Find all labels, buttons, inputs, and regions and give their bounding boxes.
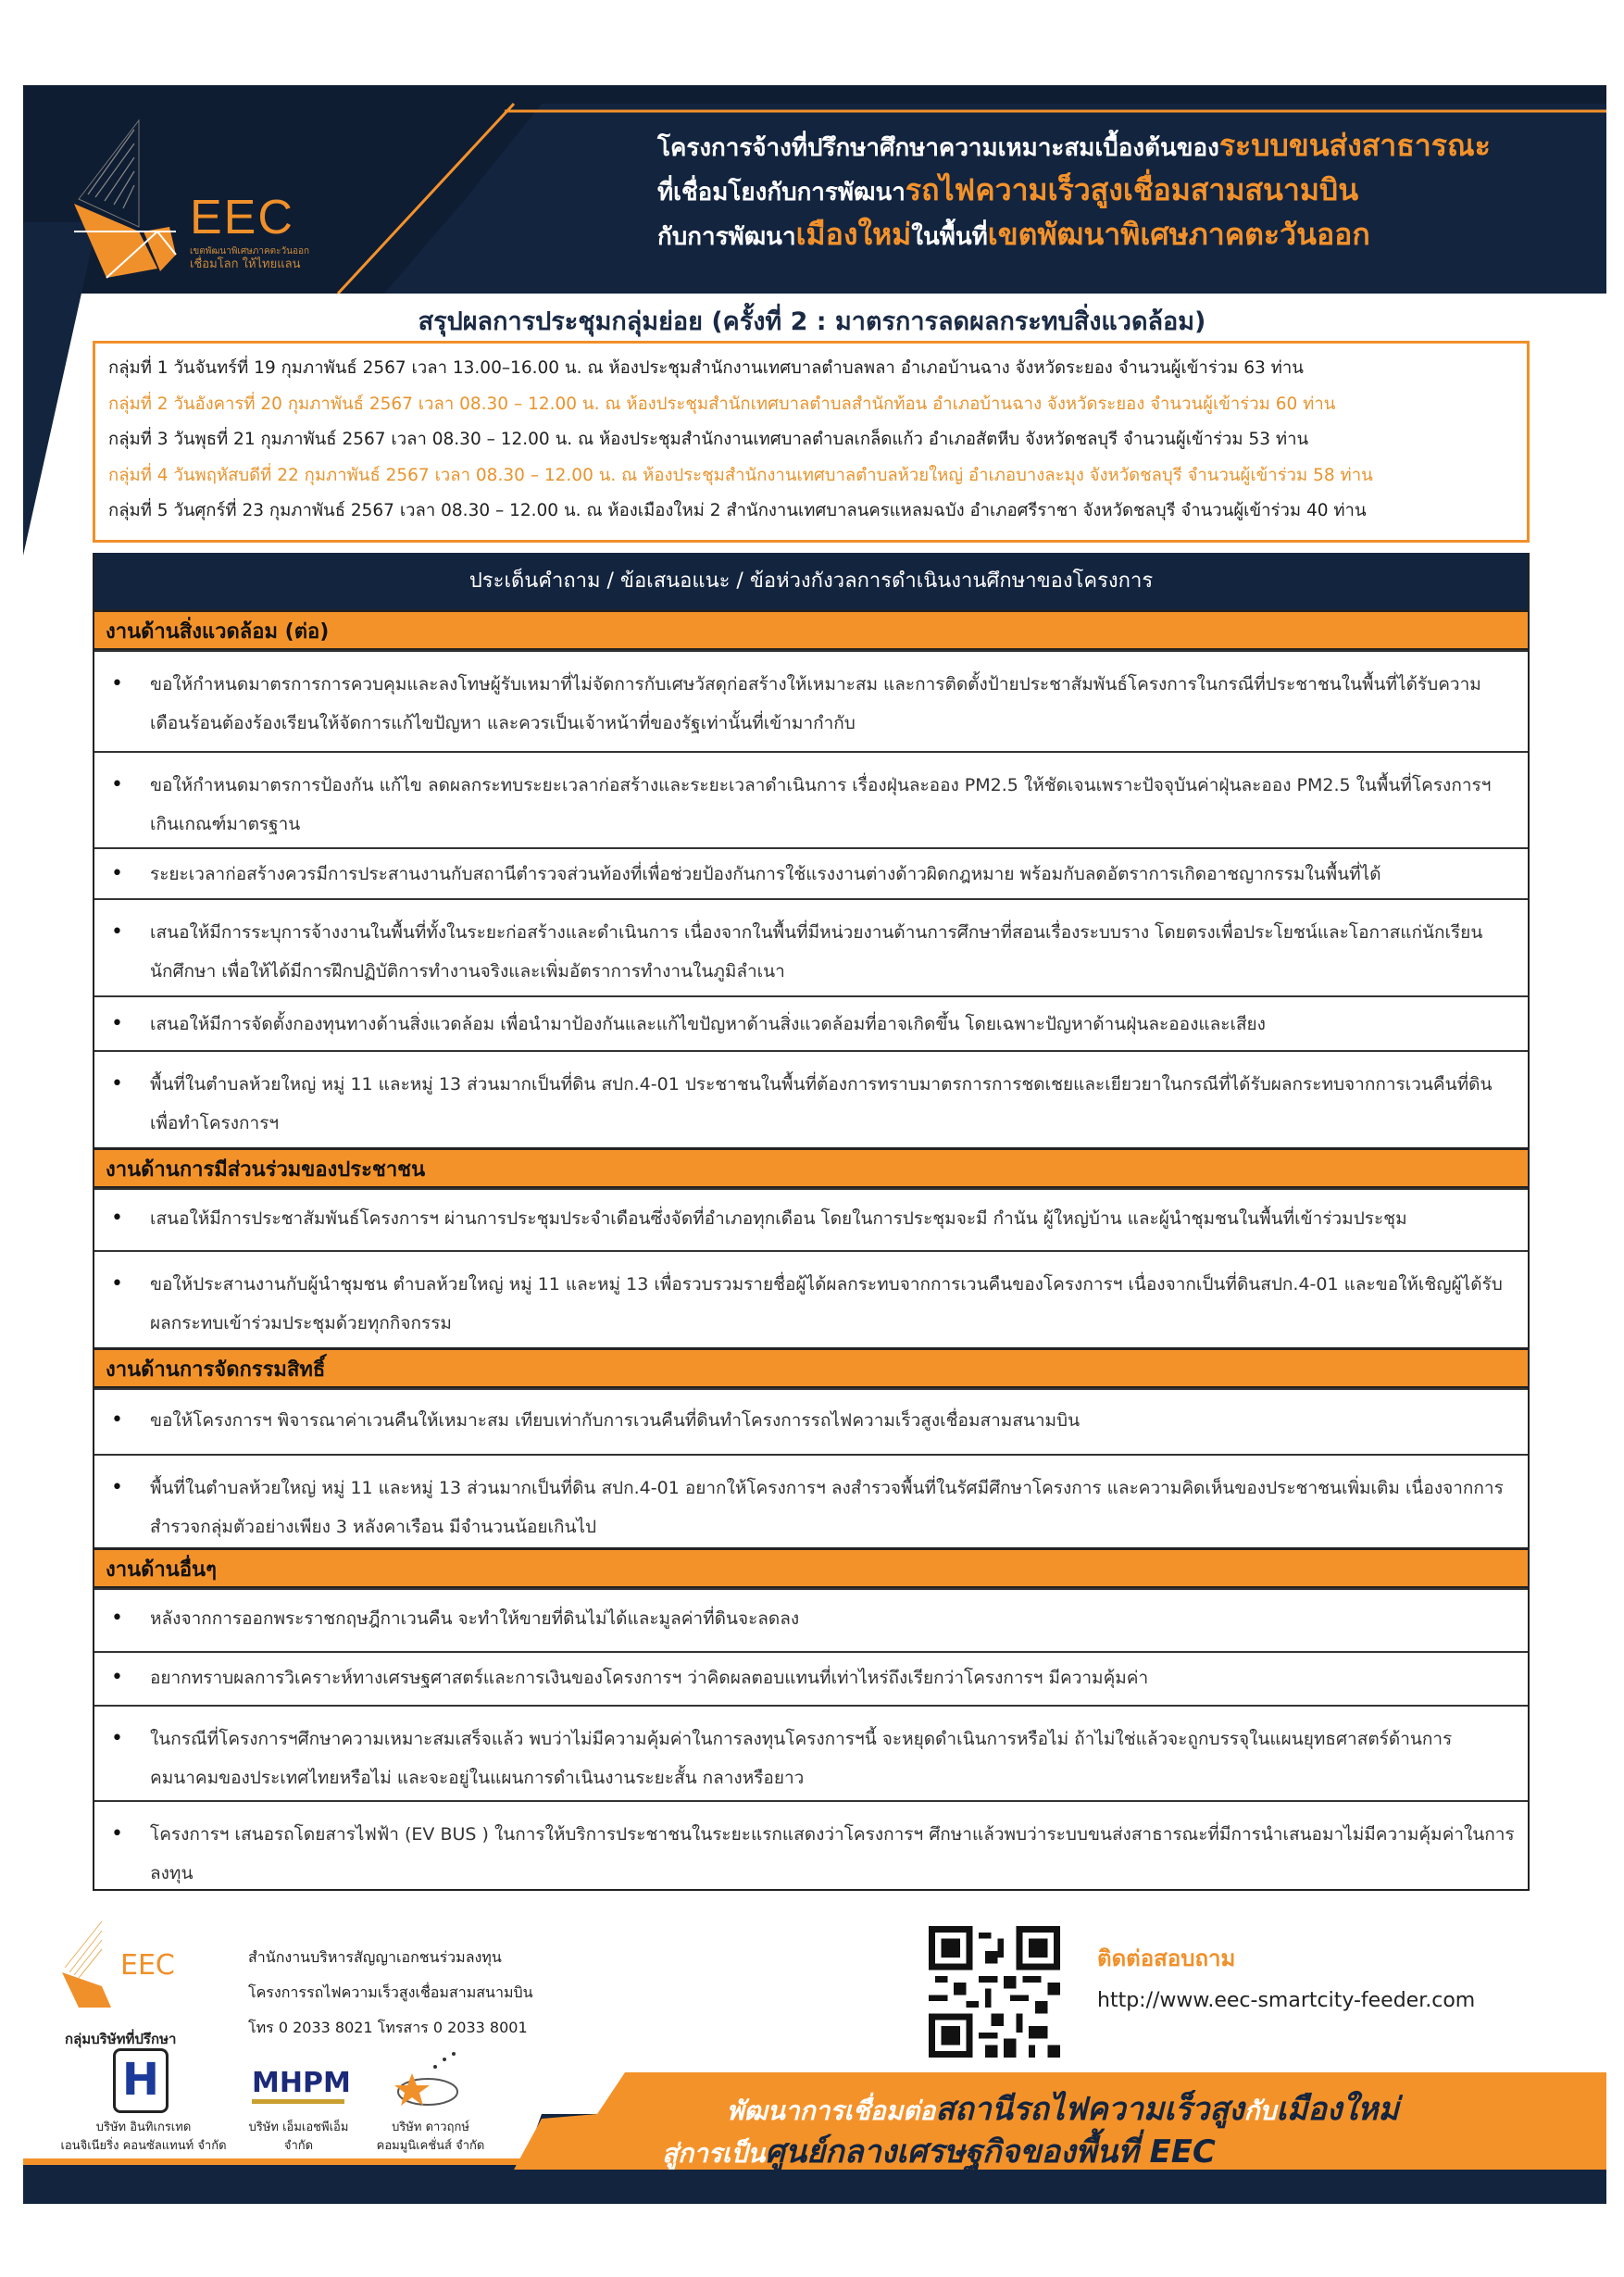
group-line: กลุ่มที่ 5 วันศุกร์ที่ 23 กุมภาพันธ์ 2567 เวลา 08.30 – 12.00 น. ณ ห้องเมืองใหม่ 2 สำนักงานเทศบาลนครแหลมฉบัง อำเภอศรีราชา จังหวัดชลบุรี จำนวนผู้เข้าร่วม 40 ท่าน <box>108 501 1367 520</box>
bullet-icon: • <box>111 1666 123 1689</box>
bullet-icon: • <box>111 1607 123 1630</box>
eec-logo-icon <box>60 1917 116 2009</box>
company-name: บริษัท อินทิเกรเทด เอนจิเนียริ่ง คอนซัลแทนท์ จำกัด <box>60 2121 227 2153</box>
table-row <box>94 1050 1528 1147</box>
header-title-line2: ที่เชื่อมโยงกับการพัฒนารถไฟความเร็วสูงเชื่อมสามสนามบิน <box>657 172 1359 207</box>
banner-line2: สู่การเป็นศูนย์กลางเศรษฐกิจของพื้นที่ EEC <box>662 2133 1216 2171</box>
footer-eec-logo <box>60 1917 175 2019</box>
office-name: สำนักงานบริหารสัญญาเอกชนร่วมลงทุน <box>248 1948 502 1966</box>
bullet-icon: • <box>111 672 123 695</box>
table-header: ประเด็นคำถาม / ข้อเสนอแนะ / ข้อห่วงกังวลการดำเนินงานศึกษาของโครงการ <box>94 553 1528 609</box>
eec-logo-text: EEC <box>190 191 294 244</box>
table-row <box>94 650 1528 751</box>
bullet-icon: • <box>111 773 123 796</box>
row-text: ขอให้โครงการฯ พิจารณาค่าเวนคืนให้เหมาะสม เทียบเท่ากับการเวนคืนที่ดินทำโครงการรถไฟความเร็วสูงเชื่อมสามสนามบิน <box>150 1410 1081 1431</box>
bullet-icon: • <box>111 862 123 885</box>
group-line: กลุ่มที่ 1 วันจันทร์ที่ 19 กุมภาพันธ์ 2567 เวลา 13.00–16.00 น. ณ ห้องประชุมสำนักงานเทศบาลตำบลพลา อำเภอบ้านฉาง จังหวัดระยอง จำนวนผู้เข้าร่วม 63 ท่าน <box>108 358 1304 378</box>
section-header: งานด้านการมีส่วนร่วมของประชาชน <box>94 1147 1528 1188</box>
row-text: ระยะเวลาก่อสร้างควรมีการประสานงานกับสถานีตำรวจส่วนท้องที่เพื่อช่วยป้องกันการใช้แรงงานต่างด้าวผิดกฎหมาย พร้อมกับลดอัตราการเกิดอาชญากรรมในพื้นที่ได้ <box>150 864 1381 884</box>
website-link[interactable]: http://www.eec-smartcity-feeder.com <box>1097 1989 1476 2012</box>
section-header: งานด้านสิ่งแวดล้อม (ต่อ) <box>94 609 1528 650</box>
row-text: โครงการฯ เสนอรถโดยสารไฟฟ้า (EV BUS ) ในการให้บริการประชาชนในระยะแรกแสดงว่าโครงการฯ ศึกษาแล้วพบว่าระบบขนส่งสาธารณะที่มีการนำเสนอมาไม่มีความคุ้มค่าในการลงทุน <box>150 1824 1515 1883</box>
row-text: พื้นที่ในตำบลห้วยใหญ่ หมู่ 11 และหมู่ 13 ส่วนมากเป็นที่ดิน สปก.4-01 อยากให้โครงการฯ ลงสำรวจพื้นที่ในรัศมีศึกษาโครงการ และความคิดเห็นของประชาชนเพิ่มเติม เนื่องจากการสำรวจกลุ่มตัวอย่างเพียง 3 หลังคาเรือน มีจำนวนน้อยเกินไป <box>150 1478 1504 1537</box>
group-line: กลุ่มที่ 4 วันพฤหัสบดีที่ 22 กุมภาพันธ์ 2567 เวลา 08.30 – 12.00 น. ณ ห้องประชุมสำนักงานเทศบาลตำบลห้วยใหญ่ อำเภอบางละมุง จังหวัดชลบุรี จำนวนผู้เข้าร่วม 58 ท่าน <box>108 465 1373 485</box>
mhpm-logo: MHPM <box>252 2067 344 2104</box>
bullet-icon: • <box>111 1408 123 1432</box>
row-text: ขอให้กำหนดมาตรการการควบคุมและลงโทษผู้รับเหมาที่ไม่จัดการกับเศษวัสดุก่อสร้างให้เหมาะสม และการติดตั้งป้ายประชาสัมพันธ์โครงการในกรณีที่ประชาชนในพื้นที่ได้รับความเดือนร้อนต้องร้องเรียนให้จัดการแก้ไขปัญหา และควรเป็นเจ้าหน้าที่ของรัฐเท่านั้นที่เข้ามากำกับ <box>150 674 1481 733</box>
eec-logo-tagline: เขตพัฒนาพิเศษภาคตะวันออก เชื่อมโลก ให้ไทยแลน <box>190 246 310 271</box>
section-header: งานด้านอื่นๆ <box>94 1547 1528 1588</box>
table-row <box>94 1651 1528 1705</box>
bullet-icon: • <box>111 1476 123 1499</box>
company-name: บริษัท ดาวฤกษ์ คอมมูนิเคชั่นส์ จำกัด <box>376 2121 485 2153</box>
row-text: เสนอให้มีการจัดตั้งกองทุนทางด้านสิ่งแวดล้อม เพื่อนำมาป้องกันและแก้ไขปัญหาด้านสิ่งแวดล้อมที่อาจเกิดขึ้น โดยเฉพาะปัญหาด้านฝุ่นละอองและเสียง <box>150 1014 1266 1034</box>
section-header: งานด้านการจัดกรรมสิทธิ์ <box>94 1347 1528 1388</box>
company-name: บริษัท เอ็มเอชพีเอ็ม จำกัด <box>248 2121 349 2153</box>
consultants-label: กลุ่มบริษัทที่ปรึกษา <box>65 2031 177 2047</box>
bullet-icon: • <box>111 1727 123 1750</box>
bullet-icon: • <box>111 1822 123 1845</box>
table-row <box>94 1388 1528 1454</box>
row-text: หลังจากการออกพระราชกฤษฎีกาเวนคืน จะทำให้ขายที่ดินไม่ได้และมูลค่าที่ดินจะลดลง <box>150 1608 800 1629</box>
issues-table <box>93 553 1530 1891</box>
header-title-line1: โครงการจ้างที่ปรึกษาศึกษาความเหมาะสมเบื้องต้นของระบบขนส่งสาธารณะ <box>657 128 1491 163</box>
qr-code[interactable] <box>929 1926 1060 2058</box>
table-row <box>94 995 1528 1050</box>
group-line: กลุ่มที่ 2 วันอังคารที่ 20 กุมภาพันธ์ 2567 เวลา 08.30 – 12.00 น. ณ ห้องประชุมสำนักเทศบาลตำบลสำนักท้อน อำเภอบ้านฉาง จังหวัดระยอง จำนวนผู้เข้าร่วม 60 ท่าน <box>108 394 1336 414</box>
page-title: สรุปผลการประชุมกลุ่มย่อย (ครั้งที่ 2 : มาตรการลดผลกระทบสิ่งแวดล้อม) <box>418 307 1206 336</box>
bullet-icon: • <box>111 920 123 944</box>
contact-heading: ติดต่อสอบถาม <box>1097 1945 1236 1971</box>
meeting-groups-box <box>93 341 1530 543</box>
row-text: ในกรณีที่โครงการฯศึกษาความเหมาะสมเสร็จแล้ว พบว่าไม่มีความคุ้มค่าในการลงทุนโครงการฯนี้ จะหยุดดำเนินการหรือไม่ ถ้าไม่ใช่แล้วจะถูกบรรจุในแผนยุทธศาสตร์ด้านการคมนาคมของประเทศไทยหรือไม่ และจะอยู่ในแผนการดำเนินงานระยะสั้น กลางหรือยาว <box>150 1729 1453 1788</box>
table-row <box>94 847 1528 898</box>
table-row <box>94 1588 1528 1651</box>
row-text: เสนอให้มีการระบุการจ้างงานในพื้นที่ทั้งในระยะก่อสร้างและดำเนินการ เนื่องจากในพื้นที่มีหน่วยงานด้านการศึกษาที่สอนเรื่องระบบราง โดยตรงเพื่อประโยชน์และโอกาสแก่นักเรียน นักศึกษา เพื่อให้ได้มีการฝึกปฏิบัติการทำงานจริงและเพิ่มอัตราการทำงานในภูมิลำเนา <box>150 922 1483 982</box>
table-row <box>94 898 1528 995</box>
group-line: กลุ่มที่ 3 วันพุธที่ 21 กุมภาพันธ์ 2567 เวลา 08.30 – 12.00 น. ณ ห้องประชุมสำนักงานเทศบาลตำบลเกล็ดแก้ว อำเภอสัตหีบ จังหวัดชลบุรี จำนวนผู้เข้าร่วม 53 ท่าน <box>108 430 1309 449</box>
eec-logo-icon <box>69 116 181 282</box>
office-phone: โทร 0 2033 8021 โทรสาร 0 2033 8001 <box>248 2019 528 2036</box>
row-text: เสนอให้มีการประชาสัมพันธ์โครงการฯ ผ่านการประชุมประจำเดือนซึ่งจัดที่อำเภอทุกเดือน โดยในการประชุมจะมี กำนัน ผู้ใหญ่บ้าน และผู้นำชุมชนในพื้นที่เข้าร่วมประชุม <box>150 1208 1407 1229</box>
table-row <box>94 751 1528 847</box>
footer-logo-text: EEC <box>120 1949 175 1982</box>
bullet-icon: • <box>111 1012 123 1035</box>
row-text: อยากทราบผลการวิเคราะห์ทางเศรษฐศาสตร์และการเงินของโครงการฯ ว่าคิดผลตอบแทนที่เท่าไหร่ถึงเรียกว่าโครงการฯ มีความคุ้มค่า <box>150 1668 1149 1688</box>
bullet-icon: • <box>111 1272 123 1295</box>
table-row <box>94 1250 1528 1347</box>
table-row <box>94 1188 1528 1250</box>
bullet-icon: • <box>111 1072 123 1095</box>
office-project: โครงการรถไฟความเร็วสูงเชื่อมสามสนามบิน <box>248 1983 533 2001</box>
table-row <box>94 1454 1528 1547</box>
table-row <box>94 1800 1528 1889</box>
eec-logo <box>69 116 310 282</box>
row-text: ขอให้ประสานงานกับผู้นำชุมชน ตำบลห้วยใหญ่ หมู่ 11 และหมู่ 13 เพื่อรวบรวมรายชื่อผู้ได้ผลกระทบจากการเวนคืนของโครงการฯ เนื่องจากเป็นที่ดินสปก.4-01 และขอให้เชิญผู้ได้รับผลกระทบเข้าร่วมประชุมด้วยทุกกิจกรรม <box>150 1274 1503 1333</box>
header-title-line3: กับการพัฒนาเมืองใหม่ในพื้นที่เขตพัฒนาพิเศษภาคตะวันออก <box>657 217 1370 252</box>
banner-line1: พัฒนาการเชื่อมต่อสถานีรถไฟความเร็วสูงกับเมืองใหม่ <box>727 2091 1399 2128</box>
row-text: ขอให้กำหนดมาตรการป้องกัน แก้ไข ลดผลกระทบระยะเวลาก่อสร้างและระยะเวลาดำเนินการ เรื่องฝุ่นละออง PM2.5 ให้ชัดเจนเพราะปัจจุบันค่าฝุ่นละออง PM2.5 ในพื้นที่โครงการฯ เกินเกณฑ์มาตรฐาน <box>150 775 1492 834</box>
integrated-logo: H <box>113 2048 169 2113</box>
bullet-icon: • <box>111 1207 123 1230</box>
table-row <box>94 1705 1528 1800</box>
row-text: พื้นที่ในตำบลห้วยใหญ่ หมู่ 11 และหมู่ 13 ส่วนมากเป็นที่ดิน สปก.4-01 ประชาชนในพื้นที่ต้องการทราบมาตรการการชดเชยและเยียวยาในกรณีที่ได้รับผลกระทบจากการเวนคืนที่ดินเพื่อทำโครงการฯ <box>150 1074 1493 1133</box>
